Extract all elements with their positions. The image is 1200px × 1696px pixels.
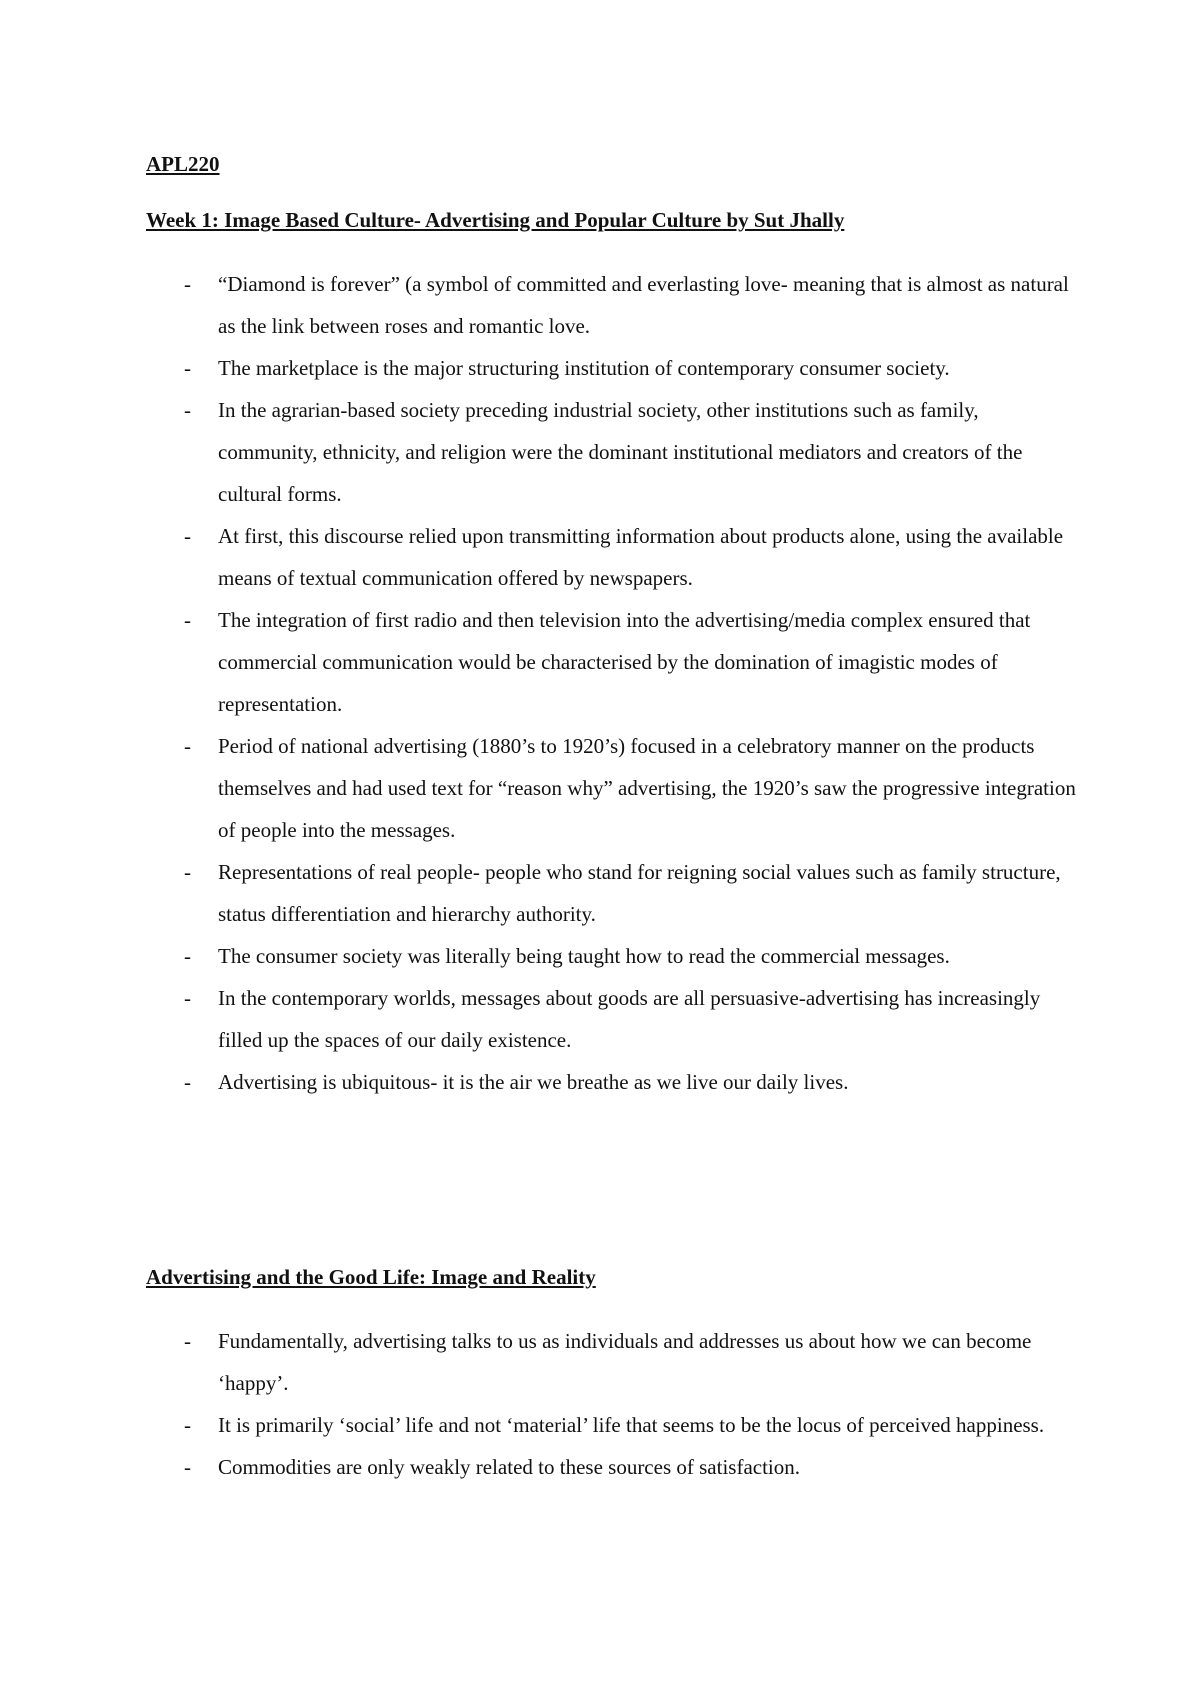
bullet-dash: - xyxy=(184,1070,191,1094)
bullet-text: Period of national advertising (1880’s to 1920’s) focused in a celebratory manner on the products themselves and had used text for “reason why” advertising, the 1920’s saw the progressive integration of people into the messages. xyxy=(218,734,1076,842)
bullet-text: Representations of real people- people who stand for reigning social values such as family structure, status differentiation and hierarchy authority. xyxy=(218,860,1061,926)
list-item xyxy=(146,725,1076,851)
bullet-dash: - xyxy=(184,1455,191,1479)
bullet-dash: - xyxy=(184,524,191,548)
bullet-text: Fundamentally, advertising talks to us as individuals and addresses us about how we can become ‘happy’. xyxy=(218,1329,1032,1395)
bullet-text: It is primarily ‘social’ life and not ‘material’ life that seems to be the locus of perceived happiness. xyxy=(218,1413,1045,1437)
list-item xyxy=(146,935,1076,977)
list-item xyxy=(146,389,1076,515)
bullet-dash: - xyxy=(184,1329,191,1353)
list-item xyxy=(146,1446,1076,1488)
list-item xyxy=(146,263,1076,347)
list-item xyxy=(146,1404,1076,1446)
bullet-dash: - xyxy=(184,986,191,1010)
bullet-dash: - xyxy=(184,734,191,758)
bullet-dash: - xyxy=(184,272,191,296)
course-code: APL220 xyxy=(146,152,220,176)
list-item xyxy=(146,1061,1076,1103)
bullet-text: At first, this discourse relied upon transmitting information about products alone, using the available means of textual communication offered by newspapers. xyxy=(218,524,1064,590)
bullet-text: The marketplace is the major structuring institution of contemporary consumer society. xyxy=(218,356,950,380)
bullet-dash: - xyxy=(184,356,191,380)
section-heading-week-1: Week 1: Image Based Culture- Advertising and Popular Culture by Sut Jhally xyxy=(146,208,845,232)
bullet-text: The integration of first radio and then television into the advertising/media complex ensured that commercial communication would be characterised by the domination of imagistic modes of representation. xyxy=(218,608,1031,716)
bullet-list-week-1 xyxy=(146,263,1076,1103)
list-item xyxy=(146,851,1076,935)
bullet-dash: - xyxy=(184,398,191,422)
section-heading-good-life: Advertising and the Good Life: Image and Reality xyxy=(146,1265,596,1289)
bullet-text: In the agrarian-based society preceding industrial society, other institutions such as family, community, ethnicity, and religion were the dominant institutional mediators and creators of the cultural forms. xyxy=(218,398,1023,506)
bullet-text: In the contemporary worlds, messages about goods are all persuasive-advertising has increasingly filled up the spaces of our daily existence. xyxy=(218,986,1041,1052)
list-item xyxy=(146,347,1076,389)
bullet-dash: - xyxy=(184,944,191,968)
list-item xyxy=(146,1320,1076,1404)
list-item xyxy=(146,977,1076,1061)
bullet-list-good-life xyxy=(146,1320,1076,1488)
list-item xyxy=(146,515,1076,599)
bullet-dash: - xyxy=(184,608,191,632)
bullet-text: Commodities are only weakly related to these sources of satisfaction. xyxy=(218,1455,801,1479)
bullet-text: Advertising is ubiquitous- it is the air we breathe as we live our daily lives. xyxy=(218,1070,849,1094)
bullet-text: The consumer society was literally being taught how to read the commercial messages. xyxy=(218,944,950,968)
bullet-dash: - xyxy=(184,1413,191,1437)
bullet-text: “Diamond is forever” (a symbol of committed and everlasting love- meaning that is almost as natural as the link between roses and romantic love. xyxy=(218,272,1069,338)
bullet-dash: - xyxy=(184,860,191,884)
list-item xyxy=(146,599,1076,725)
